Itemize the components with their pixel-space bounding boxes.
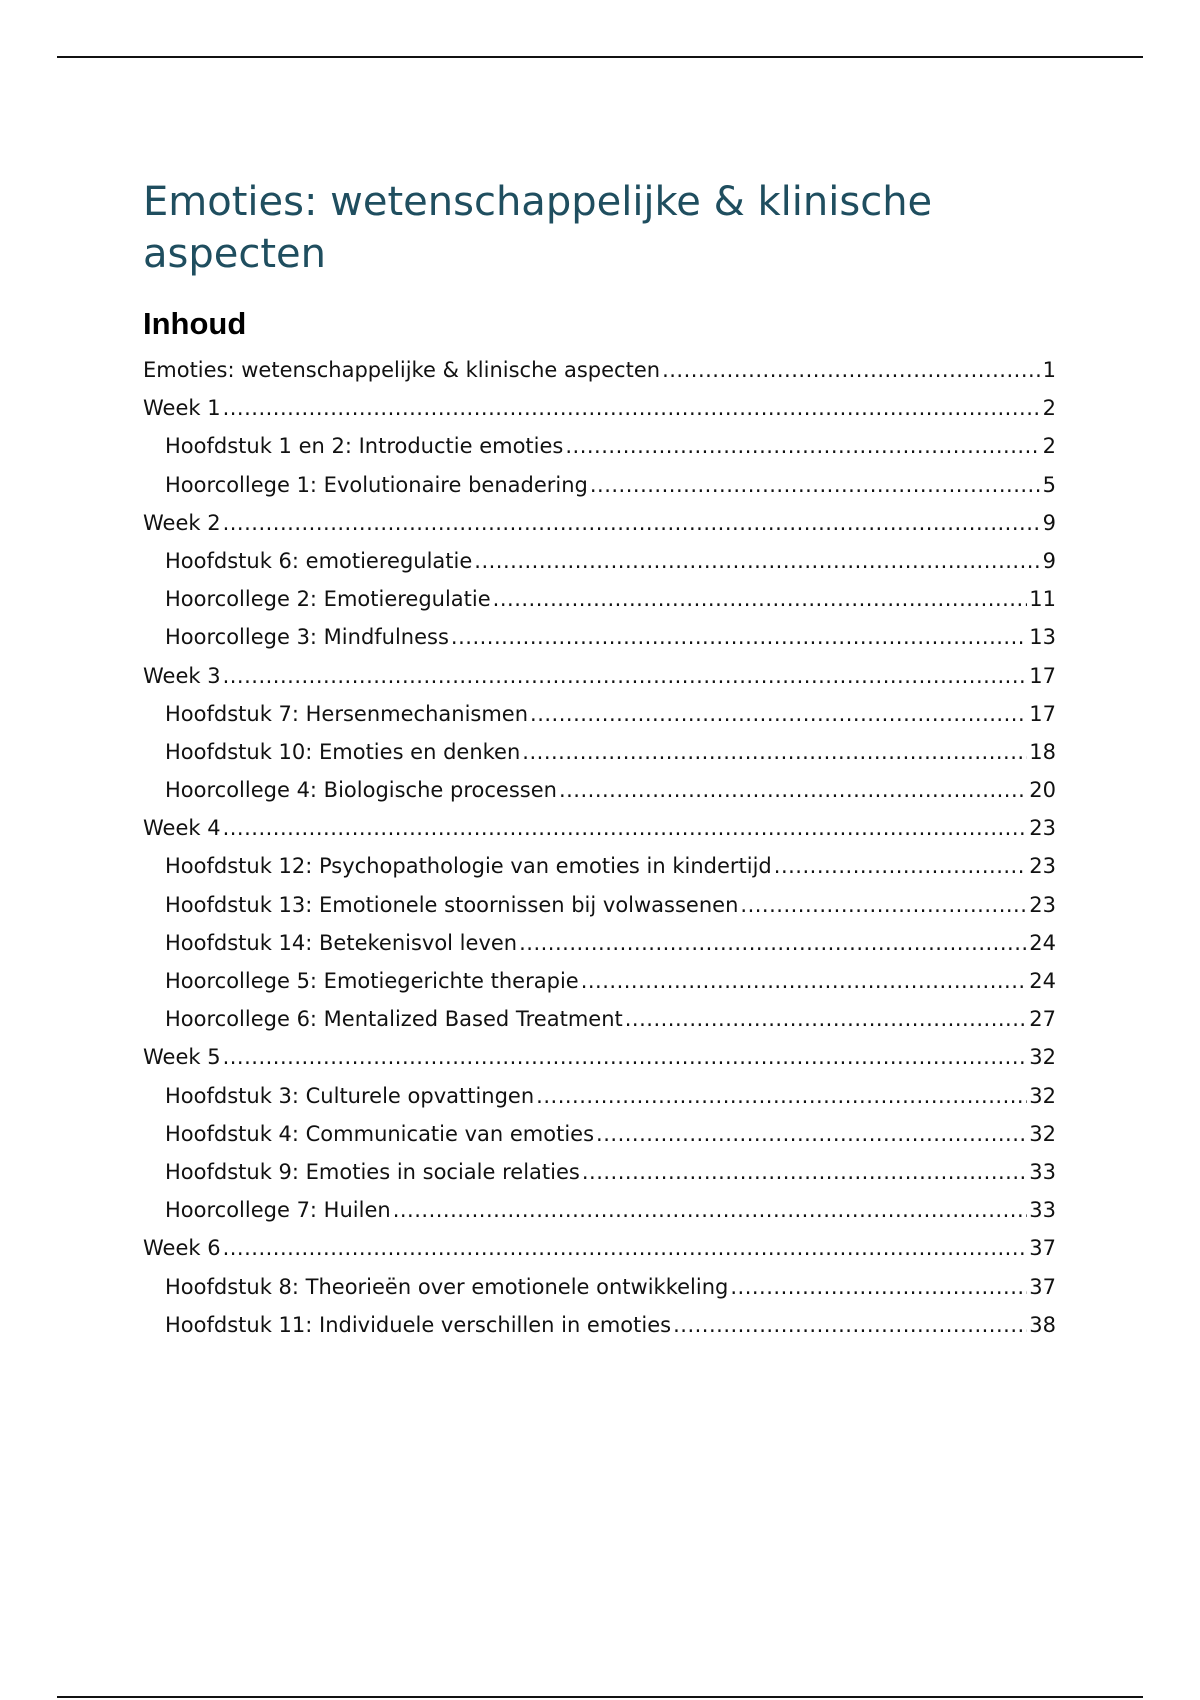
- toc-entry-label: Hoofdstuk 13: Emotionele stoornissen bij volwassenen: [165, 892, 739, 917]
- toc-dot-leader: [223, 809, 1028, 847]
- toc-entry-label: Hoofdstuk 1 en 2: Introductie emoties: [165, 434, 564, 459]
- toc-entry-page-number: 9: [1042, 510, 1056, 535]
- toc-entry-label: Week 6: [143, 1236, 221, 1261]
- toc-entry[interactable]: [143, 427, 1056, 465]
- toc-entry-page-number: 23: [1029, 854, 1056, 879]
- toc-entry[interactable]: [143, 1153, 1056, 1191]
- toc-entry[interactable]: [143, 695, 1056, 733]
- toc-entry-label: Hoorcollege 4: Biologische processen: [165, 778, 557, 803]
- toc-dot-leader: [522, 733, 1027, 771]
- toc-entry[interactable]: [143, 466, 1056, 504]
- toc-entry-page-number: 37: [1029, 1236, 1056, 1261]
- toc-entry-page-number: 24: [1029, 930, 1056, 955]
- toc-entry[interactable]: [143, 1000, 1056, 1038]
- toc-entry-page-number: 17: [1029, 701, 1056, 726]
- toc-dot-leader: [536, 1077, 1027, 1115]
- footer-rule: [57, 1696, 1143, 1698]
- toc-entry[interactable]: [143, 886, 1056, 924]
- table-of-contents: [143, 351, 1056, 1344]
- toc-entry-label: Hoorcollege 7: Huilen: [165, 1198, 391, 1223]
- toc-dot-leader: [662, 351, 1041, 389]
- toc-entry-page-number: 24: [1029, 969, 1056, 993]
- toc-dot-leader: [493, 580, 1028, 618]
- toc-entry-page-number: 9: [1042, 548, 1056, 573]
- toc-dot-leader: [590, 466, 1041, 504]
- toc-entry-page-number: 27: [1029, 1007, 1056, 1032]
- toc-entry-label: Hoofdstuk 10: Emoties en denken: [165, 739, 521, 764]
- toc-entry-label: Week 1: [143, 396, 221, 421]
- toc-entry-label: Emoties: wetenschappelijke & klinische aspecten: [143, 358, 661, 382]
- toc-entry-page-number: 33: [1029, 1159, 1056, 1184]
- toc-dot-leader: [596, 1115, 1027, 1153]
- toc-entry[interactable]: [143, 1306, 1056, 1344]
- toc-entry-label: Hoorcollege 6: Mentalized Based Treatment: [165, 1007, 623, 1032]
- toc-dot-leader: [625, 1000, 1028, 1038]
- toc-entry[interactable]: [143, 1038, 1056, 1076]
- toc-entry[interactable]: [143, 962, 1056, 1000]
- toc-entry[interactable]: [143, 542, 1056, 580]
- toc-dot-leader: [223, 657, 1028, 695]
- toc-dot-leader: [673, 1306, 1027, 1344]
- toc-entry-page-number: 5: [1042, 472, 1056, 497]
- toc-dot-leader: [581, 962, 1028, 1000]
- toc-entry-label: Hoorcollege 3: Mindfulness: [165, 625, 449, 650]
- toc-entry-page-number: 2: [1042, 434, 1056, 459]
- toc-dot-leader: [740, 886, 1027, 924]
- toc-entry-label: Hoofdstuk 8: Theorieën over emotionele ontwikkeling: [165, 1274, 729, 1299]
- toc-dot-leader: [582, 1153, 1027, 1191]
- toc-dot-leader: [530, 695, 1027, 733]
- toc-entry-label: Hoofdstuk 9: Emoties in sociale relaties: [165, 1159, 580, 1184]
- toc-entry-page-number: 37: [1029, 1274, 1056, 1299]
- toc-entry[interactable]: [143, 809, 1056, 847]
- document-title: Emoties: wetenschappelijke & klinische aspecten: [143, 179, 933, 277]
- toc-entry-page-number: 1: [1042, 358, 1056, 382]
- toc-dot-leader: [223, 1038, 1028, 1076]
- toc-entry[interactable]: [143, 1268, 1056, 1306]
- toc-entry-page-number: 13: [1029, 625, 1056, 650]
- toc-entry-page-number: 38: [1029, 1312, 1056, 1337]
- toc-entry[interactable]: [143, 504, 1056, 542]
- toc-entry-label: Week 4: [143, 816, 221, 841]
- header-rule: [57, 56, 1143, 58]
- toc-dot-leader: [223, 504, 1041, 542]
- toc-entry-label: Hoofdstuk 14: Betekenisvol leven: [165, 930, 518, 955]
- toc-dot-leader: [393, 1191, 1028, 1229]
- toc-entry[interactable]: [143, 618, 1056, 656]
- toc-entry-page-number: 18: [1029, 739, 1056, 764]
- toc-entry-label: Week 2: [143, 510, 221, 535]
- toc-entry-label: Hoofdstuk 6: emotieregulatie: [165, 548, 473, 573]
- toc-entry[interactable]: [143, 657, 1056, 695]
- toc-entry-label: Hoofdstuk 12: Psychopathologie van emoties in kindertijd: [165, 854, 772, 879]
- toc-entry[interactable]: [143, 733, 1056, 771]
- toc-dot-leader: [223, 389, 1041, 427]
- toc-entry-label: Hoorcollege 5: Emotiegerichte therapie: [165, 969, 579, 993]
- toc-entry[interactable]: [143, 924, 1056, 962]
- toc-entry-page-number: 33: [1029, 1198, 1056, 1223]
- toc-entry[interactable]: [143, 847, 1056, 885]
- toc-entry-label: Week 5: [143, 1045, 221, 1070]
- toc-entry[interactable]: [143, 351, 1056, 389]
- toc-entry-page-number: 23: [1029, 892, 1056, 917]
- toc-entry[interactable]: [143, 771, 1056, 809]
- toc-entry-label: Hoofdstuk 4: Communicatie van emoties: [165, 1121, 595, 1146]
- toc-dot-leader: [223, 1229, 1028, 1267]
- toc-entry-label: Hoofdstuk 11: Individuele verschillen in emoties: [165, 1312, 672, 1337]
- toc-entry[interactable]: [143, 1115, 1056, 1153]
- toc-entry-label: Hoofdstuk 3: Culturele opvattingen: [165, 1083, 535, 1108]
- toc-entry[interactable]: [143, 1077, 1056, 1115]
- toc-heading: Inhoud: [143, 306, 247, 341]
- toc-entry-page-number: 20: [1029, 778, 1056, 803]
- toc-entry[interactable]: [143, 580, 1056, 618]
- toc-entry[interactable]: [143, 1229, 1056, 1267]
- toc-dot-leader: [774, 847, 1028, 885]
- toc-entry[interactable]: [143, 1191, 1056, 1229]
- toc-entry-label: Hoorcollege 2: Emotieregulatie: [165, 587, 491, 612]
- toc-entry-page-number: 17: [1029, 663, 1056, 688]
- toc-dot-leader: [519, 924, 1027, 962]
- toc-dot-leader: [565, 427, 1040, 465]
- toc-dot-leader: [451, 618, 1027, 656]
- toc-entry-page-number: 23: [1029, 816, 1056, 841]
- toc-entry-page-number: 11: [1029, 587, 1056, 612]
- toc-entry-page-number: 32: [1029, 1121, 1056, 1146]
- toc-entry-page-number: 32: [1029, 1083, 1056, 1108]
- toc-entry[interactable]: [143, 389, 1056, 427]
- toc-entry-label: Hoofdstuk 7: Hersenmechanismen: [165, 701, 529, 726]
- toc-entry-page-number: 32: [1029, 1045, 1056, 1070]
- toc-dot-leader: [730, 1268, 1027, 1306]
- toc-entry-label: Week 3: [143, 663, 221, 688]
- toc-dot-leader: [474, 542, 1040, 580]
- toc-entry-label: Hoorcollege 1: Evolutionaire benadering: [165, 472, 588, 497]
- toc-entry-page-number: 2: [1042, 396, 1056, 421]
- toc-dot-leader: [559, 771, 1027, 809]
